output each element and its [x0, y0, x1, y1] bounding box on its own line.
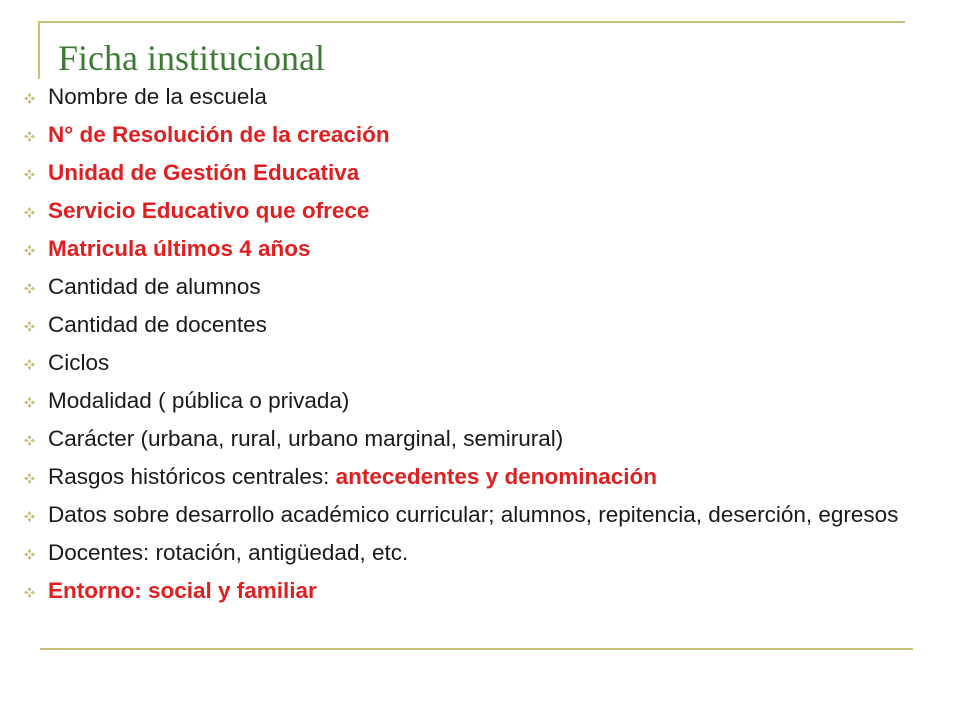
list-item [20, 426, 940, 452]
list-item [20, 274, 940, 300]
item-text: Ciclos [48, 350, 110, 375]
left-rule [38, 21, 40, 79]
diamond-bullet-icon [24, 359, 35, 370]
list-item [20, 578, 940, 604]
list-item [20, 502, 940, 528]
diamond-bullet-icon [24, 169, 35, 180]
diamond-bullet-icon [24, 131, 35, 142]
item-text: Docentes: rotación, antigüedad, etc. [48, 540, 409, 565]
item-text: Unidad de Gestión Educativa [48, 160, 360, 185]
list-item [20, 160, 940, 186]
diamond-bullet-icon [24, 283, 35, 294]
list-item [20, 236, 940, 262]
item-text: Rasgos históricos centrales: [48, 464, 336, 489]
item-text: Cantidad de alumnos [48, 274, 261, 299]
item-text: Cantidad de docentes [48, 312, 267, 337]
item-text: Matricula últimos 4 años [48, 236, 311, 261]
item-text: Modalidad ( pública o privada) [48, 388, 350, 413]
list-item [20, 464, 940, 490]
item-text: N° de Resolución de la creación [48, 122, 390, 147]
diamond-bullet-icon [24, 207, 35, 218]
list-item [20, 388, 940, 414]
top-rule [40, 21, 905, 23]
bullet-list [20, 84, 940, 604]
diamond-bullet-icon [24, 435, 35, 446]
list-item [20, 540, 940, 566]
item-text: Entorno: social y familiar [48, 578, 317, 603]
item-text: Carácter (urbana, rural, urbano marginal, semirural) [48, 426, 564, 451]
diamond-bullet-icon [24, 587, 35, 598]
list-item [20, 84, 940, 110]
bottom-rule [40, 648, 913, 650]
diamond-bullet-icon [24, 473, 35, 484]
list-item [20, 198, 940, 224]
item-highlight-text: antecedentes y denominación [335, 464, 657, 489]
diamond-bullet-icon [24, 321, 35, 332]
item-text: Datos sobre desarrollo académico curricular; alumnos, repitencia, deserción, egresos [48, 502, 899, 527]
diamond-bullet-icon [24, 245, 35, 256]
diamond-bullet-icon [24, 397, 35, 408]
list-item [20, 312, 940, 338]
diamond-bullet-icon [24, 511, 35, 522]
diamond-bullet-icon [24, 93, 35, 104]
item-text: Servicio Educativo que ofrece [48, 198, 370, 223]
list-item [20, 350, 940, 376]
list-item [20, 122, 940, 148]
page-title: Ficha institucional [58, 38, 325, 78]
diamond-bullet-icon [24, 549, 35, 560]
item-text: Nombre de la escuela [48, 84, 267, 109]
